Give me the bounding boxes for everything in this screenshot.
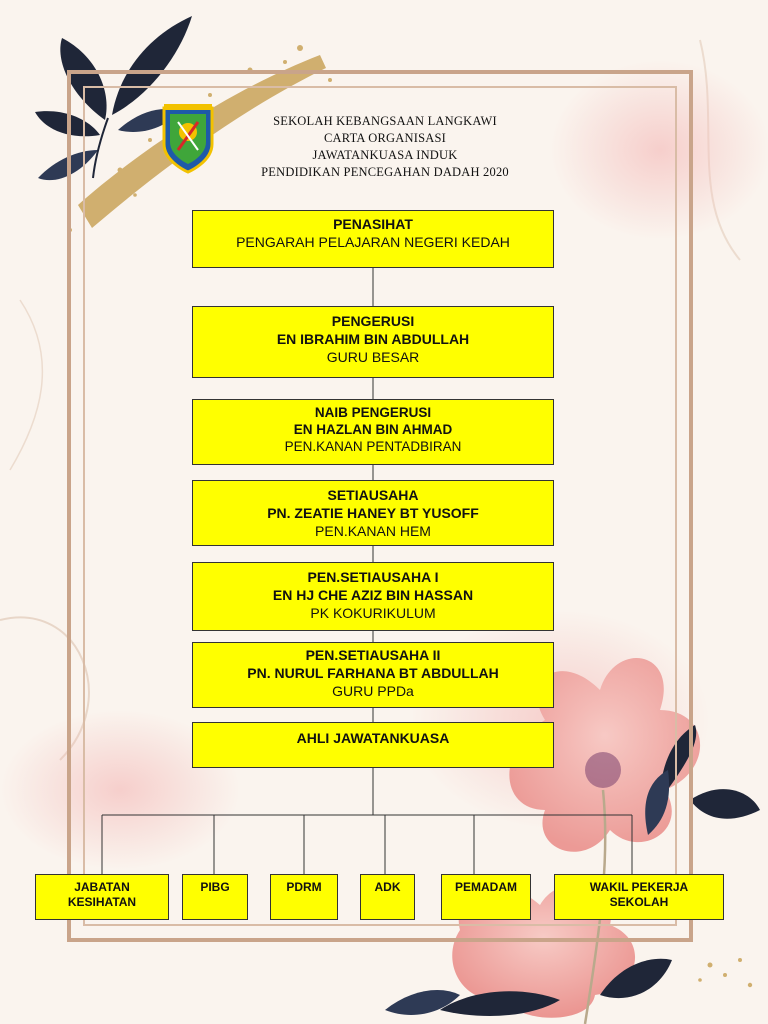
school-name: SEKOLAH KEBANGSAAN LANGKAWI <box>273 114 497 128</box>
box-ahli-jawatankuasa <box>192 722 554 768</box>
member-label: KESIHATAN <box>67 895 137 909</box>
member-wakil-pekerja-sekolah <box>554 874 724 920</box>
role-label: PENASIHAT <box>333 216 413 232</box>
box-pen-setiausaha-2 <box>192 642 554 708</box>
role-label: PENGERUSI <box>331 313 415 329</box>
person-name: PN. NURUL FARHANA BT ABDULLAH <box>247 665 499 681</box>
person-name: PENGARAH PELAJARAN NEGERI KEDAH <box>236 234 510 250</box>
member-jabatan-kesihatan <box>35 874 169 920</box>
person-name: PN. ZEATIE HANEY BT YUSOFF <box>267 505 479 521</box>
box-pen-setiausaha-1 <box>192 562 554 631</box>
program-title: PENDIDIKAN PENCEGAHAN DADAH 2020 <box>261 165 509 179</box>
role-label: PEN.SETIAUSAHA I <box>307 569 439 585</box>
member-pdrm <box>270 874 338 920</box>
box-penasihat <box>192 210 554 268</box>
member-label: PDRM <box>286 880 322 894</box>
box-pengerusi <box>192 306 554 378</box>
role-label: SETIAUSAHA <box>327 487 419 503</box>
member-label: JABATAN <box>74 880 130 894</box>
member-pemadam <box>441 874 531 920</box>
member-label: SEKOLAH <box>609 895 669 909</box>
member-label: ADK <box>374 880 401 894</box>
member-label: WAKIL PEKERJA <box>589 880 689 894</box>
position-label: GURU BESAR <box>326 349 420 365</box>
person-name: EN HJ CHE AZIZ BIN HASSAN <box>272 587 474 603</box>
role-label: AHLI JAWATANKUASA <box>296 730 450 746</box>
position-label: GURU PPDa <box>332 683 414 699</box>
role-label: NAIB PENGERUSI <box>314 405 432 420</box>
member-label: PIBG <box>200 880 230 894</box>
member-label: PEMADAM <box>455 880 517 894</box>
box-setiausaha <box>192 480 554 546</box>
box-naib-pengerusi <box>192 399 554 465</box>
position-label: PEN.KANAN PENTADBIRAN <box>284 439 462 454</box>
person-name: EN IBRAHIM BIN ABDULLAH <box>276 331 470 347</box>
person-name: EN HAZLAN BIN AHMAD <box>293 422 453 437</box>
position-label: PEN.KANAN HEM <box>315 523 431 539</box>
chart-title: CARTA ORGANISASI <box>324 131 446 145</box>
position-label: PK KOKURIKULUM <box>310 605 436 621</box>
committee-title: JAWATANKUASA INDUK <box>312 148 458 162</box>
member-adk <box>360 874 415 920</box>
member-pibg <box>182 874 248 920</box>
role-label: PEN.SETIAUSAHA II <box>305 647 441 663</box>
